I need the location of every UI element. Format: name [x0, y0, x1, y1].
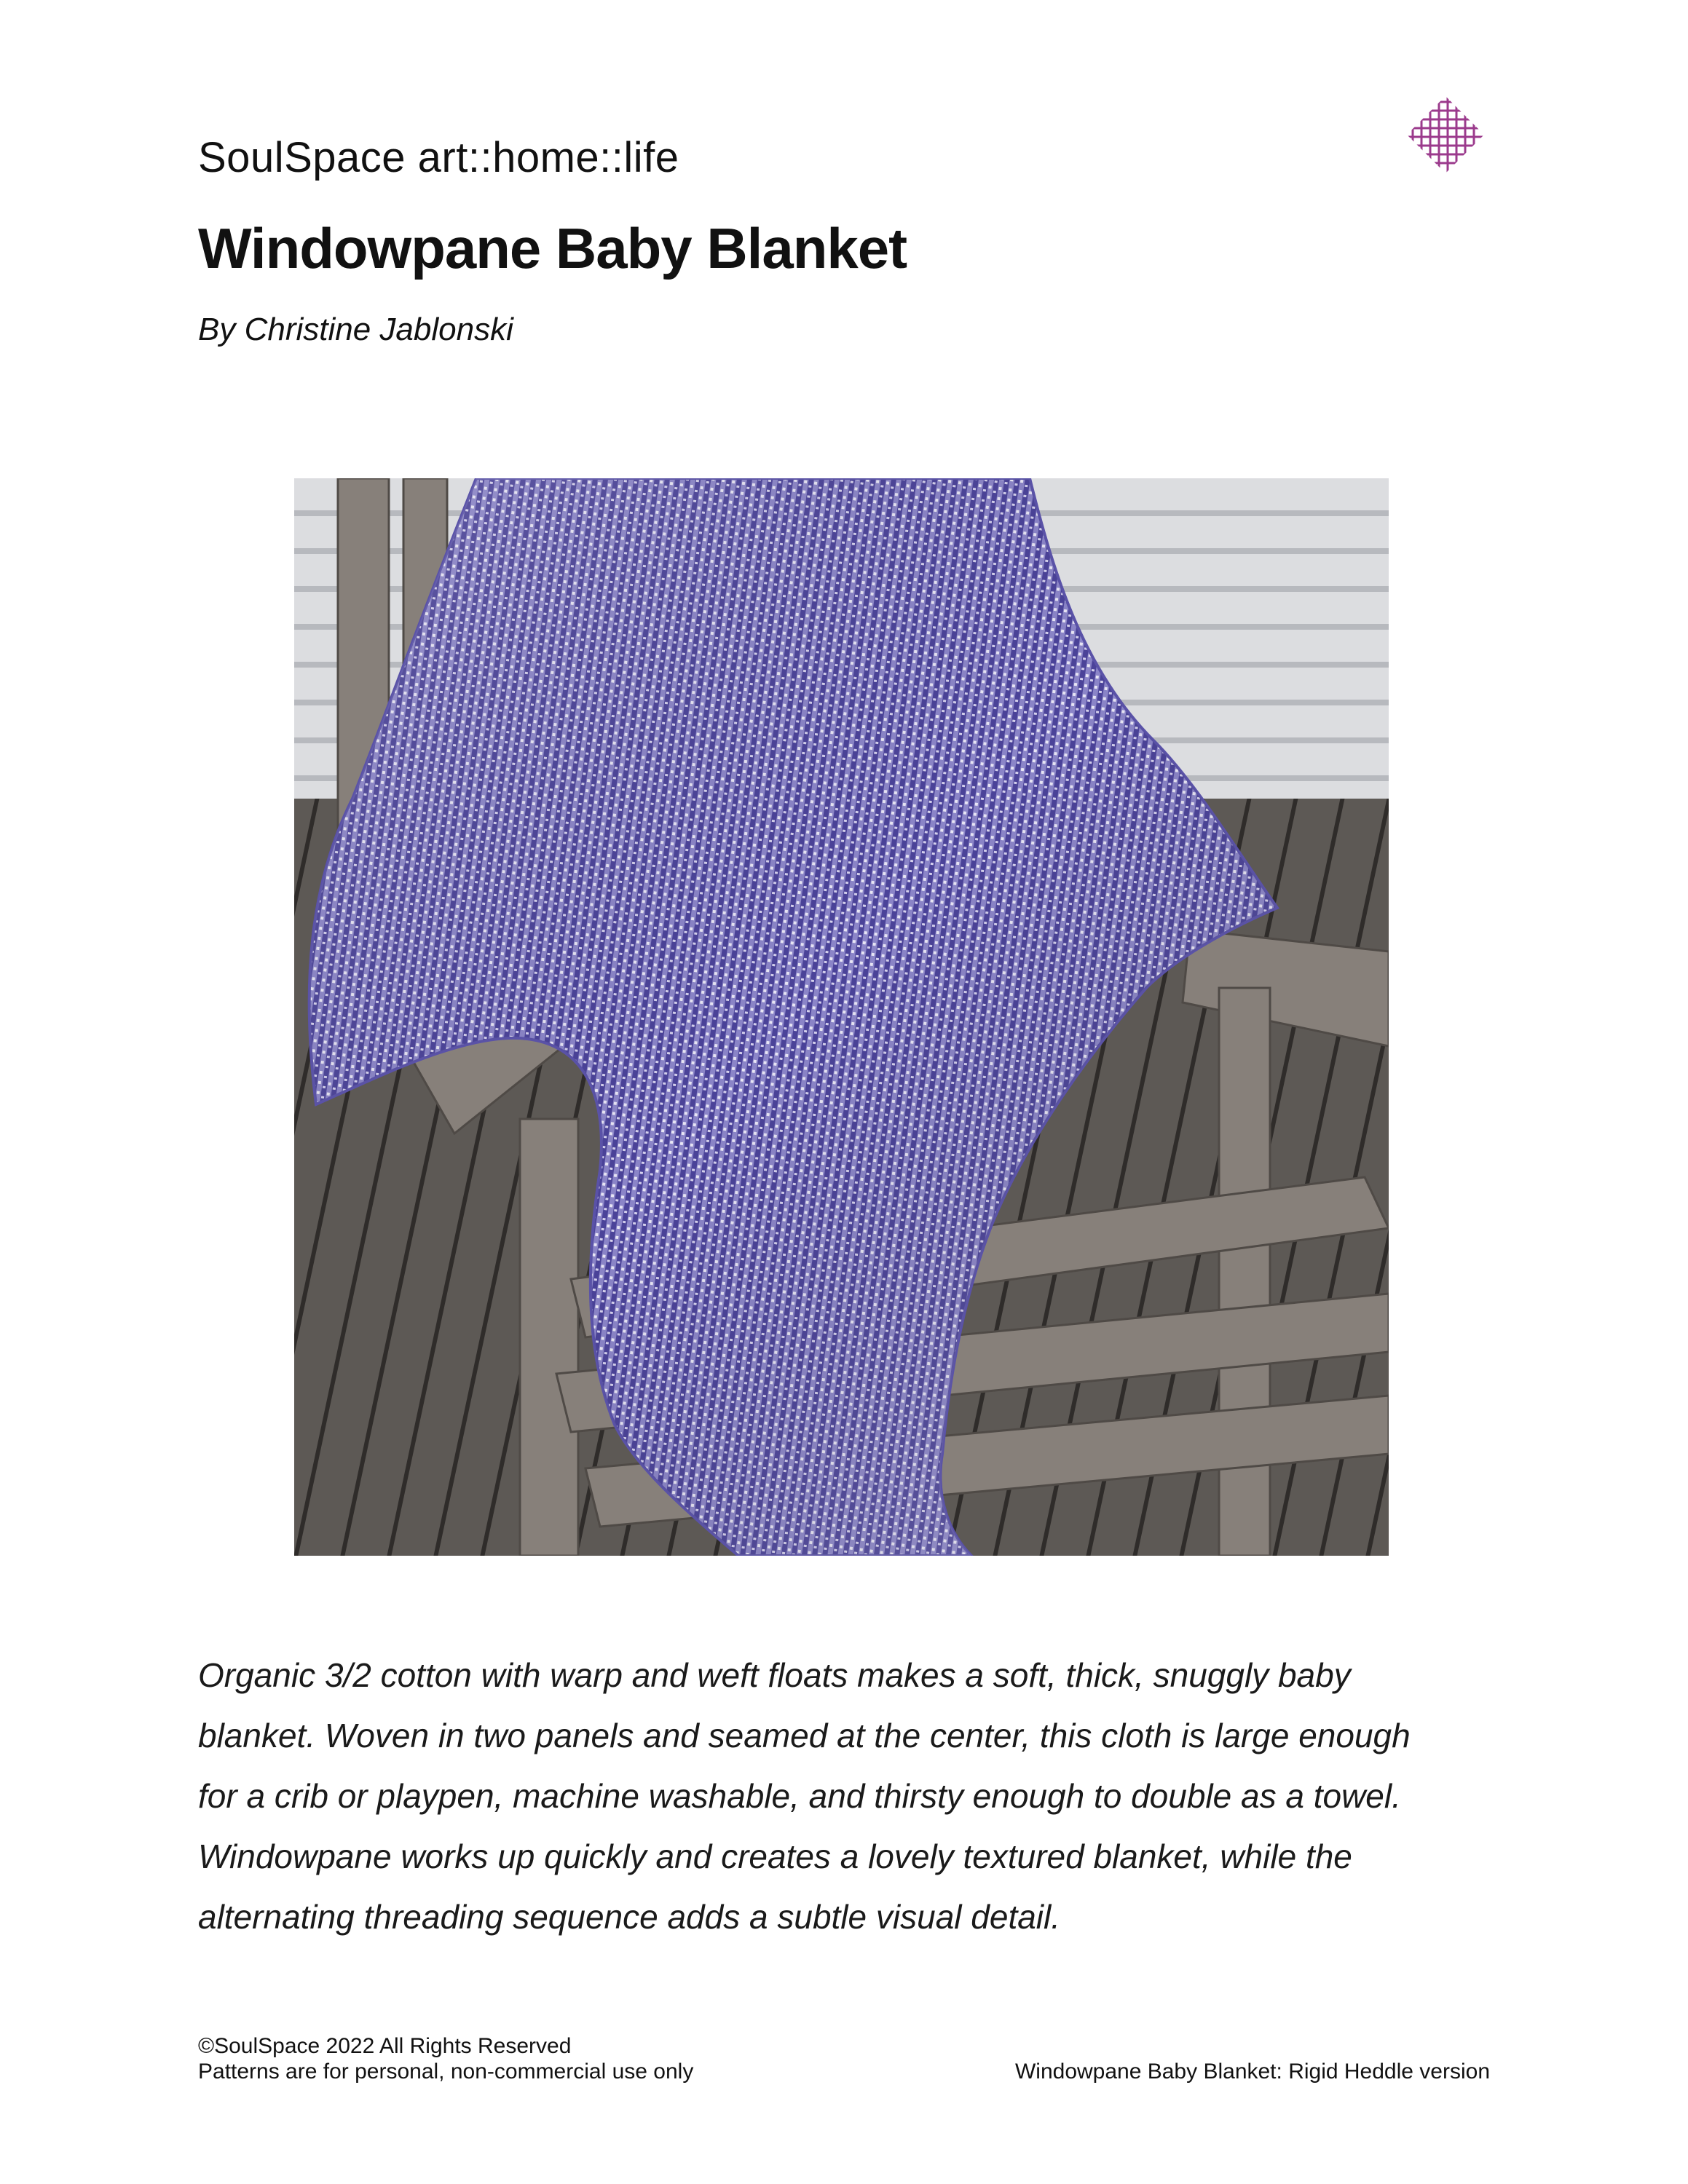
- description-line: for a crib or playpen, machine washable, and thirsty enough to double as a towel.: [198, 1777, 1401, 1815]
- footer-legal: [198, 2033, 693, 2084]
- description-line: blanket. Woven in two panels and seamed at the center, this cloth is large enough: [198, 1717, 1411, 1754]
- description-line: Organic 3/2 cotton with warp and weft floats makes a soft, thick, snuggly baby: [198, 1656, 1351, 1694]
- woven-diamond-logo-icon: [1405, 95, 1486, 175]
- blanket-photo: [294, 478, 1389, 1556]
- woven-blanket-on-wooden-chair-image: [294, 478, 1389, 1556]
- description-line: alternating threading sequence adds a subtle visual detail.: [198, 1898, 1061, 1936]
- description-line: Windowpane works up quickly and creates a lovely textured blanket, while the: [198, 1837, 1352, 1875]
- page-title: Windowpane Baby Blanket: [198, 216, 907, 280]
- pattern-description: [198, 1645, 1494, 1947]
- copyright-notice: ©SoulSpace 2022 All Rights Reserved: [198, 2034, 572, 2058]
- author-byline: By Christine Jablonski: [198, 312, 513, 347]
- brand-name: SoulSpace art::home::life: [198, 134, 679, 181]
- footer-version: Windowpane Baby Blanket: Rigid Heddle version: [1014, 2060, 1490, 2084]
- usage-notice: Patterns are for personal, non-commercial use only: [198, 2060, 694, 2084]
